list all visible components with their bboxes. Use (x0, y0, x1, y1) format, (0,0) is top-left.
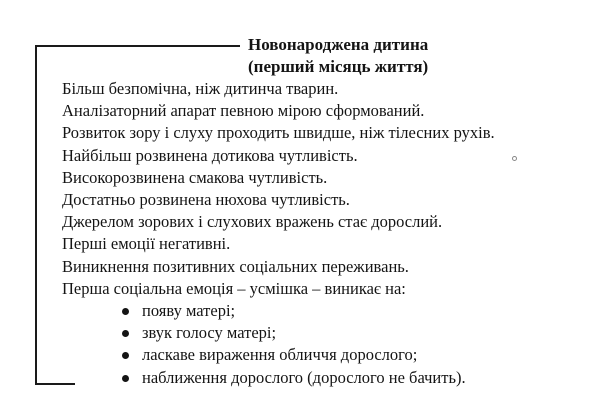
bullet-item (118, 300, 466, 322)
bracket-vertical-line (35, 45, 37, 385)
list-item: Виникнення позитивних соціальних переживань. (62, 256, 409, 276)
bullet-dot-icon (122, 308, 129, 315)
bullet-dot-icon (122, 375, 129, 382)
scan-speck (512, 156, 517, 161)
list-item: Розвиток зору і слуху проходить швидше, ніж тілесних рухів. (62, 123, 495, 143)
smile-triggers-list (118, 300, 466, 389)
list-item: Перші емоції негативні. (62, 234, 231, 254)
list-item: Достатньо розвинена нюхова чутливість. (62, 190, 350, 210)
list-item: Аналізаторний апарат певною мірою сформований. (62, 101, 425, 121)
list-item: Високорозвинена смакова чутливість. (62, 167, 328, 187)
bullet-item (118, 367, 466, 389)
bracket-top-line (35, 45, 240, 47)
heading-subtitle: (перший місяць життя) (248, 57, 429, 76)
list-item: Більш безпомічна, ніж дитинча тварин. (62, 79, 339, 98)
bracket-bottom-line (35, 383, 75, 385)
bullet-item (118, 322, 466, 344)
list-item: Джерелом зорових і слухових вражень стає дорослий. (62, 212, 443, 232)
list-item: Перша соціальна емоція – усмішка – виникає на: (62, 278, 406, 298)
list-item: Найбільш розвинена дотикова чутливість. (62, 145, 358, 165)
bullet-item (118, 344, 466, 366)
bullet-text: звук голосу матері; (142, 323, 277, 343)
bullet-text: наближення дорослого (дорослого не бачить). (142, 367, 466, 387)
bullet-text: появу матері; (142, 301, 236, 320)
bullet-dot-icon (122, 330, 129, 337)
heading-title: Новонароджена дитина (248, 35, 429, 54)
bullet-text: ласкаве вираження обличчя дорослого; (142, 345, 418, 365)
characteristics-list (62, 78, 495, 300)
bullet-dot-icon (122, 352, 129, 359)
